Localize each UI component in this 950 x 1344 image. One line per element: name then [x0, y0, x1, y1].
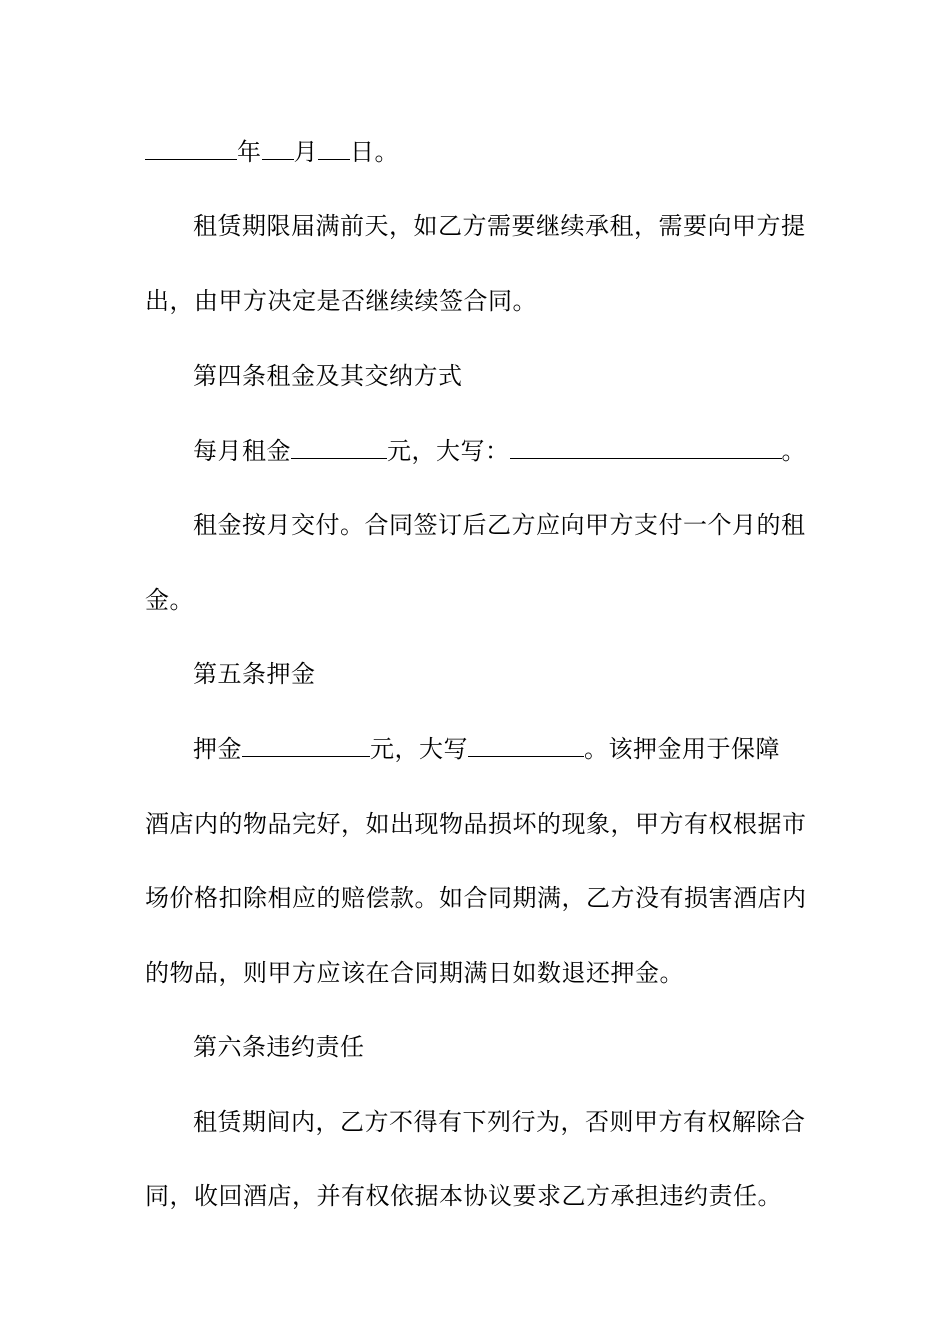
deposit-line: [193, 734, 863, 764]
year-blank: [145, 137, 237, 160]
rent-amount-blank: [291, 436, 387, 459]
section-heading: 第五条押金: [193, 660, 316, 688]
paragraph-line: 租金按月交付。合同签订后乙方应向甲方支付一个月的租: [193, 511, 806, 539]
paragraph-line: 的物品，则甲方应该在合同期满日如数退还押金。: [145, 959, 684, 987]
paragraph-line: 出，由甲方决定是否继续续签合同。: [145, 287, 537, 315]
rent-end: 。: [781, 437, 806, 465]
paragraph-line: 酒店内的物品完好，如出现物品损坏的现象，甲方有权根据市: [145, 810, 807, 838]
paragraph-line: 租赁期间内，乙方不得有下列行为，否则甲方有权解除合: [193, 1108, 806, 1136]
rent-uppercase-blank: [510, 436, 782, 459]
deposit-uppercase-blank: [468, 734, 584, 757]
paragraph-line: 租赁期限届满前天，如乙方需要继续承租，需要向甲方提: [193, 212, 806, 240]
day-blank: [318, 137, 350, 160]
section-heading: 第六条违约责任: [193, 1033, 365, 1061]
paragraph-line: 场价格扣除相应的赔偿款。如合同期满，乙方没有损害酒店内: [145, 884, 807, 912]
month-char: 月: [293, 138, 318, 166]
deposit-uppercase-label: 元，大写: [370, 735, 468, 763]
deposit-amount-blank: [242, 734, 370, 757]
date-line: [145, 137, 815, 167]
month-blank: [262, 137, 294, 160]
section-heading: 第四条租金及其交纳方式: [193, 362, 463, 390]
year-char: 年: [237, 138, 262, 166]
deposit-label: 押金: [193, 735, 242, 763]
day-char: 日。: [350, 138, 399, 166]
paragraph-line: 金。: [145, 586, 194, 614]
deposit-tail: 。该押金用于保障: [584, 735, 780, 763]
rent-uppercase-label: 元，大写：: [387, 437, 510, 465]
rent-label: 每月租金: [193, 437, 291, 465]
paragraph-line: 同，收回酒店，并有权依据本协议要求乙方承担违约责任。: [145, 1182, 782, 1210]
rent-line: [193, 436, 863, 466]
